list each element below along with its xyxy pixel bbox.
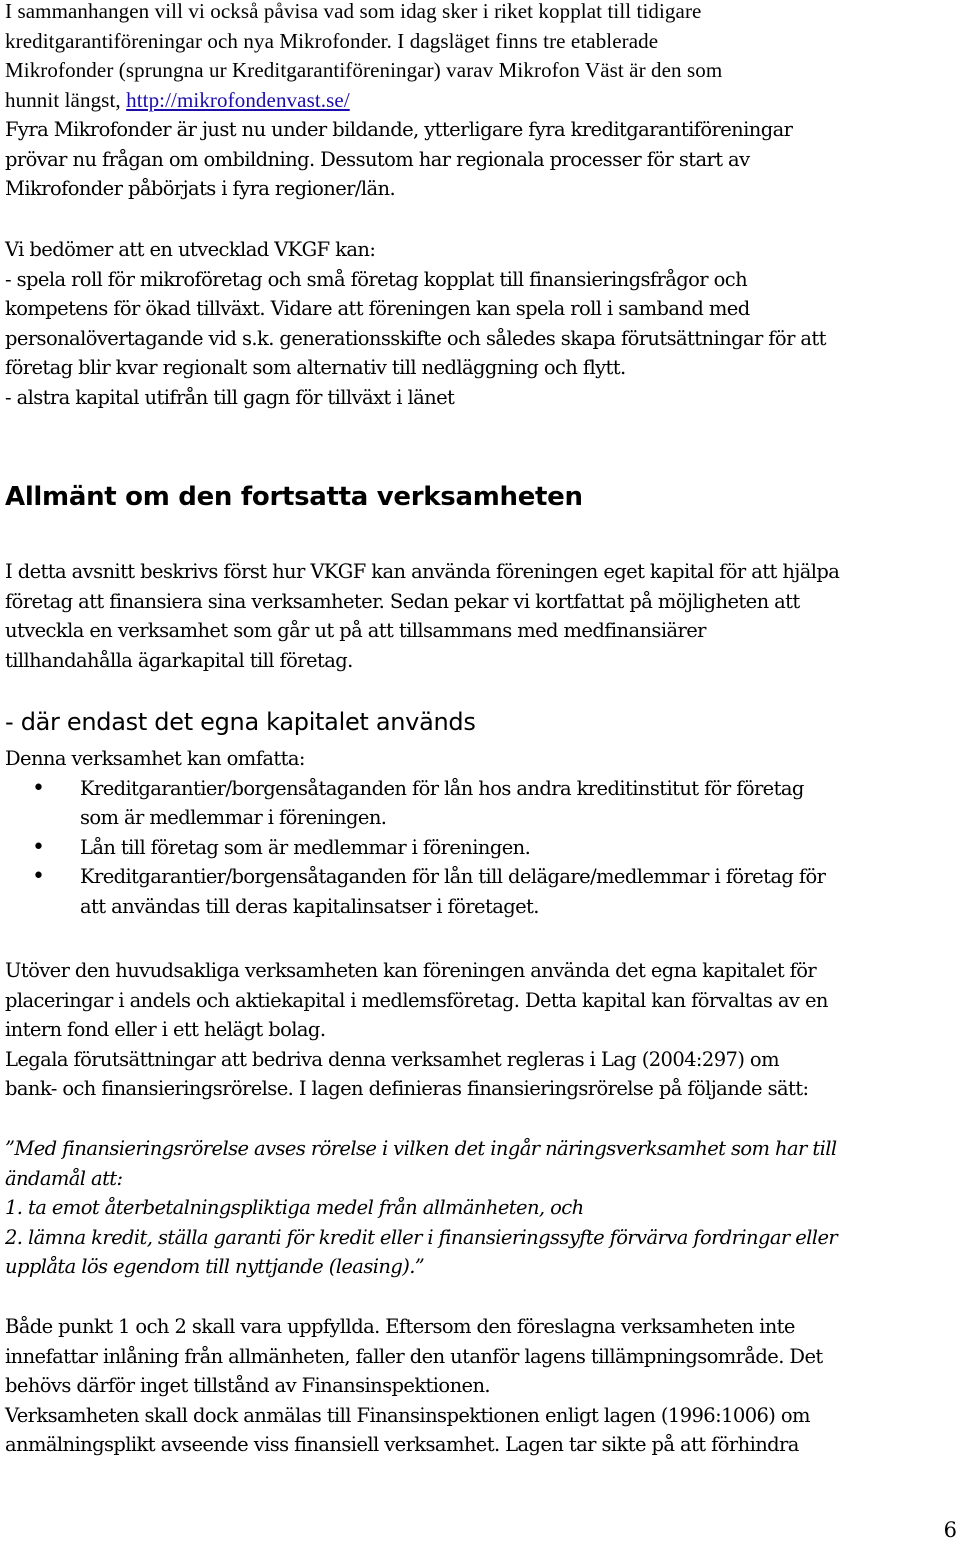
intro-line-2: kreditgarantiföreningar och nya Mikrofonder. I dagsläget finns tre etablerade — [5, 28, 659, 53]
law-quote — [5, 1134, 960, 1282]
closing-line-2: innefattar inlåning från allmänheten, faller den utanför lagens tillämpningsområde. Det — [5, 1344, 823, 1368]
subsection-intro: Denna verksamhet kan omfatta: — [5, 747, 305, 770]
section-line-3: utveckla en verksamhet som går ut på att tillsammans med medfinansiärer — [5, 619, 706, 642]
intro-line-6: prövar nu frågan om ombildning. Dessutom har regionala processer för start av — [5, 147, 750, 171]
closing-line-5: anmälningsplikt avseende viss finansiell verksamhet. Lagen tar sikte på att förhindra — [5, 1433, 799, 1456]
subsection-body — [5, 744, 960, 921]
capital-line-3: intern fond eller i ett helägt bolag. — [5, 1018, 326, 1041]
activity-list — [5, 774, 960, 922]
quote-line-2: ändamål att: — [5, 1166, 123, 1190]
vkgf-line-5: företag blir kvar regionalt som alternativ till nedläggning och flytt. — [5, 356, 626, 379]
subsection-heading: - där endast det egna kapitalet används — [5, 708, 476, 736]
intro-line-3: Mikrofonder (sprungna ur Kreditgarantiföreningar) varav Mikrofon Väst är den som — [5, 58, 723, 82]
section-paragraph — [5, 557, 960, 675]
intro-line-5: Fyra Mikrofonder är just nu under bildande, ytterligare fyra kreditgarantiföreningar — [5, 118, 793, 141]
vkgf-line-2: - spela roll för mikroföretag och små företag kopplat till finansieringsfrågor och — [5, 267, 748, 291]
closing-line-4: Verksamheten skall dock anmälas till Finansinspektionen enligt lagen (1996:1006) om — [5, 1403, 810, 1427]
closing-paragraph — [5, 1312, 960, 1460]
list-item — [5, 833, 960, 863]
quote-line-3: 1. ta emot återbetalningspliktiga medel från allmänheten, och — [5, 1196, 584, 1219]
list-item — [5, 774, 960, 833]
section-line-1: I detta avsnitt beskrivs först hur VKGF kan använda föreningen eget kapital för att hjälpa — [5, 560, 840, 583]
vkgf-paragraph — [5, 235, 960, 412]
closing-line-3: behövs därför inget tillstånd av Finansinspektionen. — [5, 1374, 491, 1397]
section-line-4: tillhandahålla ägarkapital till företag. — [5, 648, 353, 672]
quote-line-4: 2. lämna kredit, ställa garanti för kredit eller i finansieringssyfte förvärva fordringar eller — [5, 1225, 838, 1249]
vkgf-line-3: kompetens för ökad tillväxt. Vidare att föreningen kan spela roll i samband med — [5, 297, 750, 320]
legal-line-1: Legala förutsättningar att bedriva denna verksamhet regleras i Lag (2004:297) om — [5, 1047, 779, 1071]
legal-line-2: bank- och finansieringsrörelse. I lagen definieras finansieringsrörelse på följande sätt: — [5, 1077, 809, 1100]
list-item-line: • Kreditgarantier/borgensåtaganden för lån till delägare/medlemmar i företag för — [80, 865, 826, 888]
intro-line-4 — [5, 86, 960, 116]
vkgf-line-6: - alstra kapital utifrån till gagn för tillväxt i länet — [5, 385, 455, 409]
capital-paragraph — [5, 956, 960, 1104]
list-item — [5, 862, 960, 921]
closing-line-1: Både punkt 1 och 2 skall vara uppfyllda. Eftersom den föreslagna verksamheten inte — [5, 1315, 795, 1338]
quote-line-5: upplåta lös egendom till nyttjande (leasing).” — [5, 1255, 425, 1278]
list-item-line: • Kreditgarantier/borgensåtaganden för lån hos andra kreditinstitut för företag — [80, 776, 804, 800]
vkgf-line-4: personalövertagande vid s.k. generationsskifte och således skapa förutsättningar för att — [5, 326, 826, 350]
capital-line-2: placeringar i andels och aktiekapital i medlemsföretag. Detta kapital kan förvaltas av en — [5, 988, 828, 1012]
section-line-2: företag att finansiera sina verksamheter. Sedan pekar vi kortfattat på möjligheten att — [5, 589, 800, 613]
intro-paragraph — [5, 0, 960, 204]
mikrofonden-link[interactable]: http://mikrofondenvast.se/ — [126, 87, 350, 112]
quote-line-1: ”Med finansieringsrörelse avses rörelse i vilken det ingår näringsverksamhet som har till — [5, 1137, 837, 1160]
list-item-line: som är medlemmar i föreningen. — [80, 806, 387, 829]
list-item-line: • Lån till företag som är medlemmar i föreningen. — [80, 835, 531, 859]
capital-line-1: Utöver den huvudsakliga verksamheten kan föreningen använda det egna kapitalet för — [5, 959, 817, 982]
intro-line-7: Mikrofonder påbörjats i fyra regioner/län. — [5, 177, 396, 200]
intro-line-1: I sammanhangen vill vi också påvisa vad som idag sker i riket kopplat till tidigare — [5, 0, 702, 23]
vkgf-line-1: Vi bedömer att en utvecklad VKGF kan: — [5, 238, 376, 261]
page-number: 6 — [943, 1518, 957, 1542]
intro-line-4-prefix: hunnit längst, — [5, 87, 127, 112]
section-heading: Allmänt om den fortsatta verksamheten — [5, 482, 583, 512]
list-item-line: att användas till deras kapitalinsatser i företaget. — [80, 894, 539, 918]
